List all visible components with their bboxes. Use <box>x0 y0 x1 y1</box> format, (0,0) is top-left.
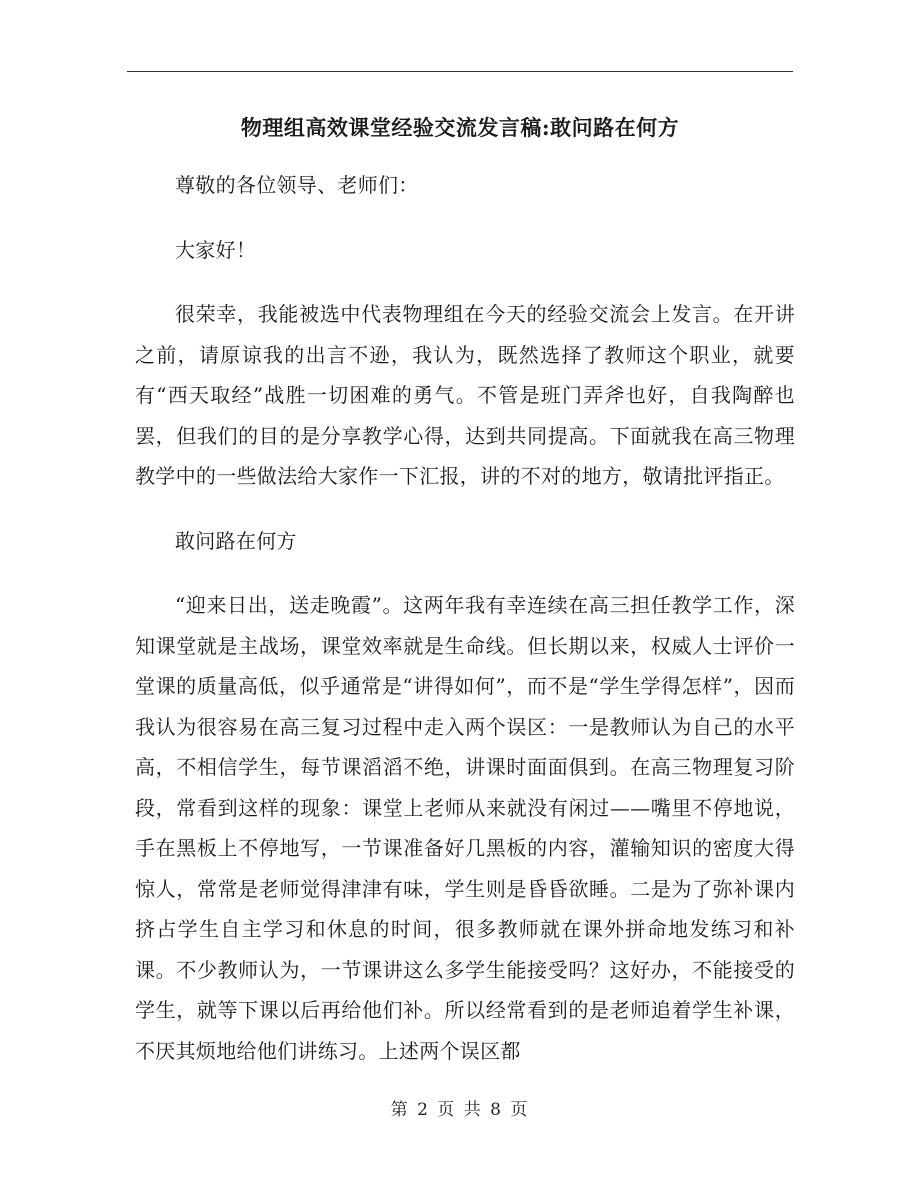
document-title: 物理组高效课堂经验交流发言稿:敢问路在何方 <box>240 115 680 140</box>
header-rule <box>127 71 793 72</box>
salutation-paragraph: 尊敬的各位领导、老师们： <box>175 173 419 197</box>
page-number: 第 2 页 共 8 页 <box>390 1100 530 1120</box>
intro-paragraph: 很荣幸，我能被选中代表物理组在今天的经验交流会上发言。在开讲之前，请原谅我的出言不逊，我认为，既然选择了教师这个职业，就要有“西天取经”战胜一切困难的勇气。不管是班门弄斧也好，自我陶醉也罢，但我们的目的是分享教学心得，达到共同提高。下面就我在高三物理教学中的一些做法给大家作一下汇报，讲的不对的地方，敬请批评指正。 <box>135 302 795 488</box>
document-body <box>135 165 795 1071</box>
section-heading-paragraph: 敢问路在何方 <box>175 528 297 553</box>
body-paragraph: “迎来日出，送走晚霞”。这两年我有幸连续在高三担任教学工作，深知课堂就是主战场，课堂效率就是生命线。但长期以来，权威人士评价一堂课的质量高低，似乎通常是“讲得如何”，而不是“学生学得怎样”，因而我认为很容易在高三复习过程中走入两个误区：一是教师认为自己的水平高，不相信学生，每节课滔滔不绝，讲课时面面俱到。在高三物理复习阶段，常看到这样的现象：课堂上老师从来就没有闲过——嘴里不停地说，手在黑板上不停地写，一节课准备好几黑板的内容，灌输知识的密度大得惊人，常常是老师觉得津津有味，学生则是昏昏欲睡。二是为了弥补课内挤占学生自主学习和休息的时间，很多教师就在课外拼命地发练习和补课。不少教师认为，一节课讲这么多学生能接受吗？这好办，不能接受的学生，就等下课以后再给他们补。所以经常看到的是老师追着学生补课，不厌其烦地给他们讲练习。上述两个误区都 <box>135 593 795 1063</box>
greeting-paragraph: 大家好！ <box>175 237 257 262</box>
